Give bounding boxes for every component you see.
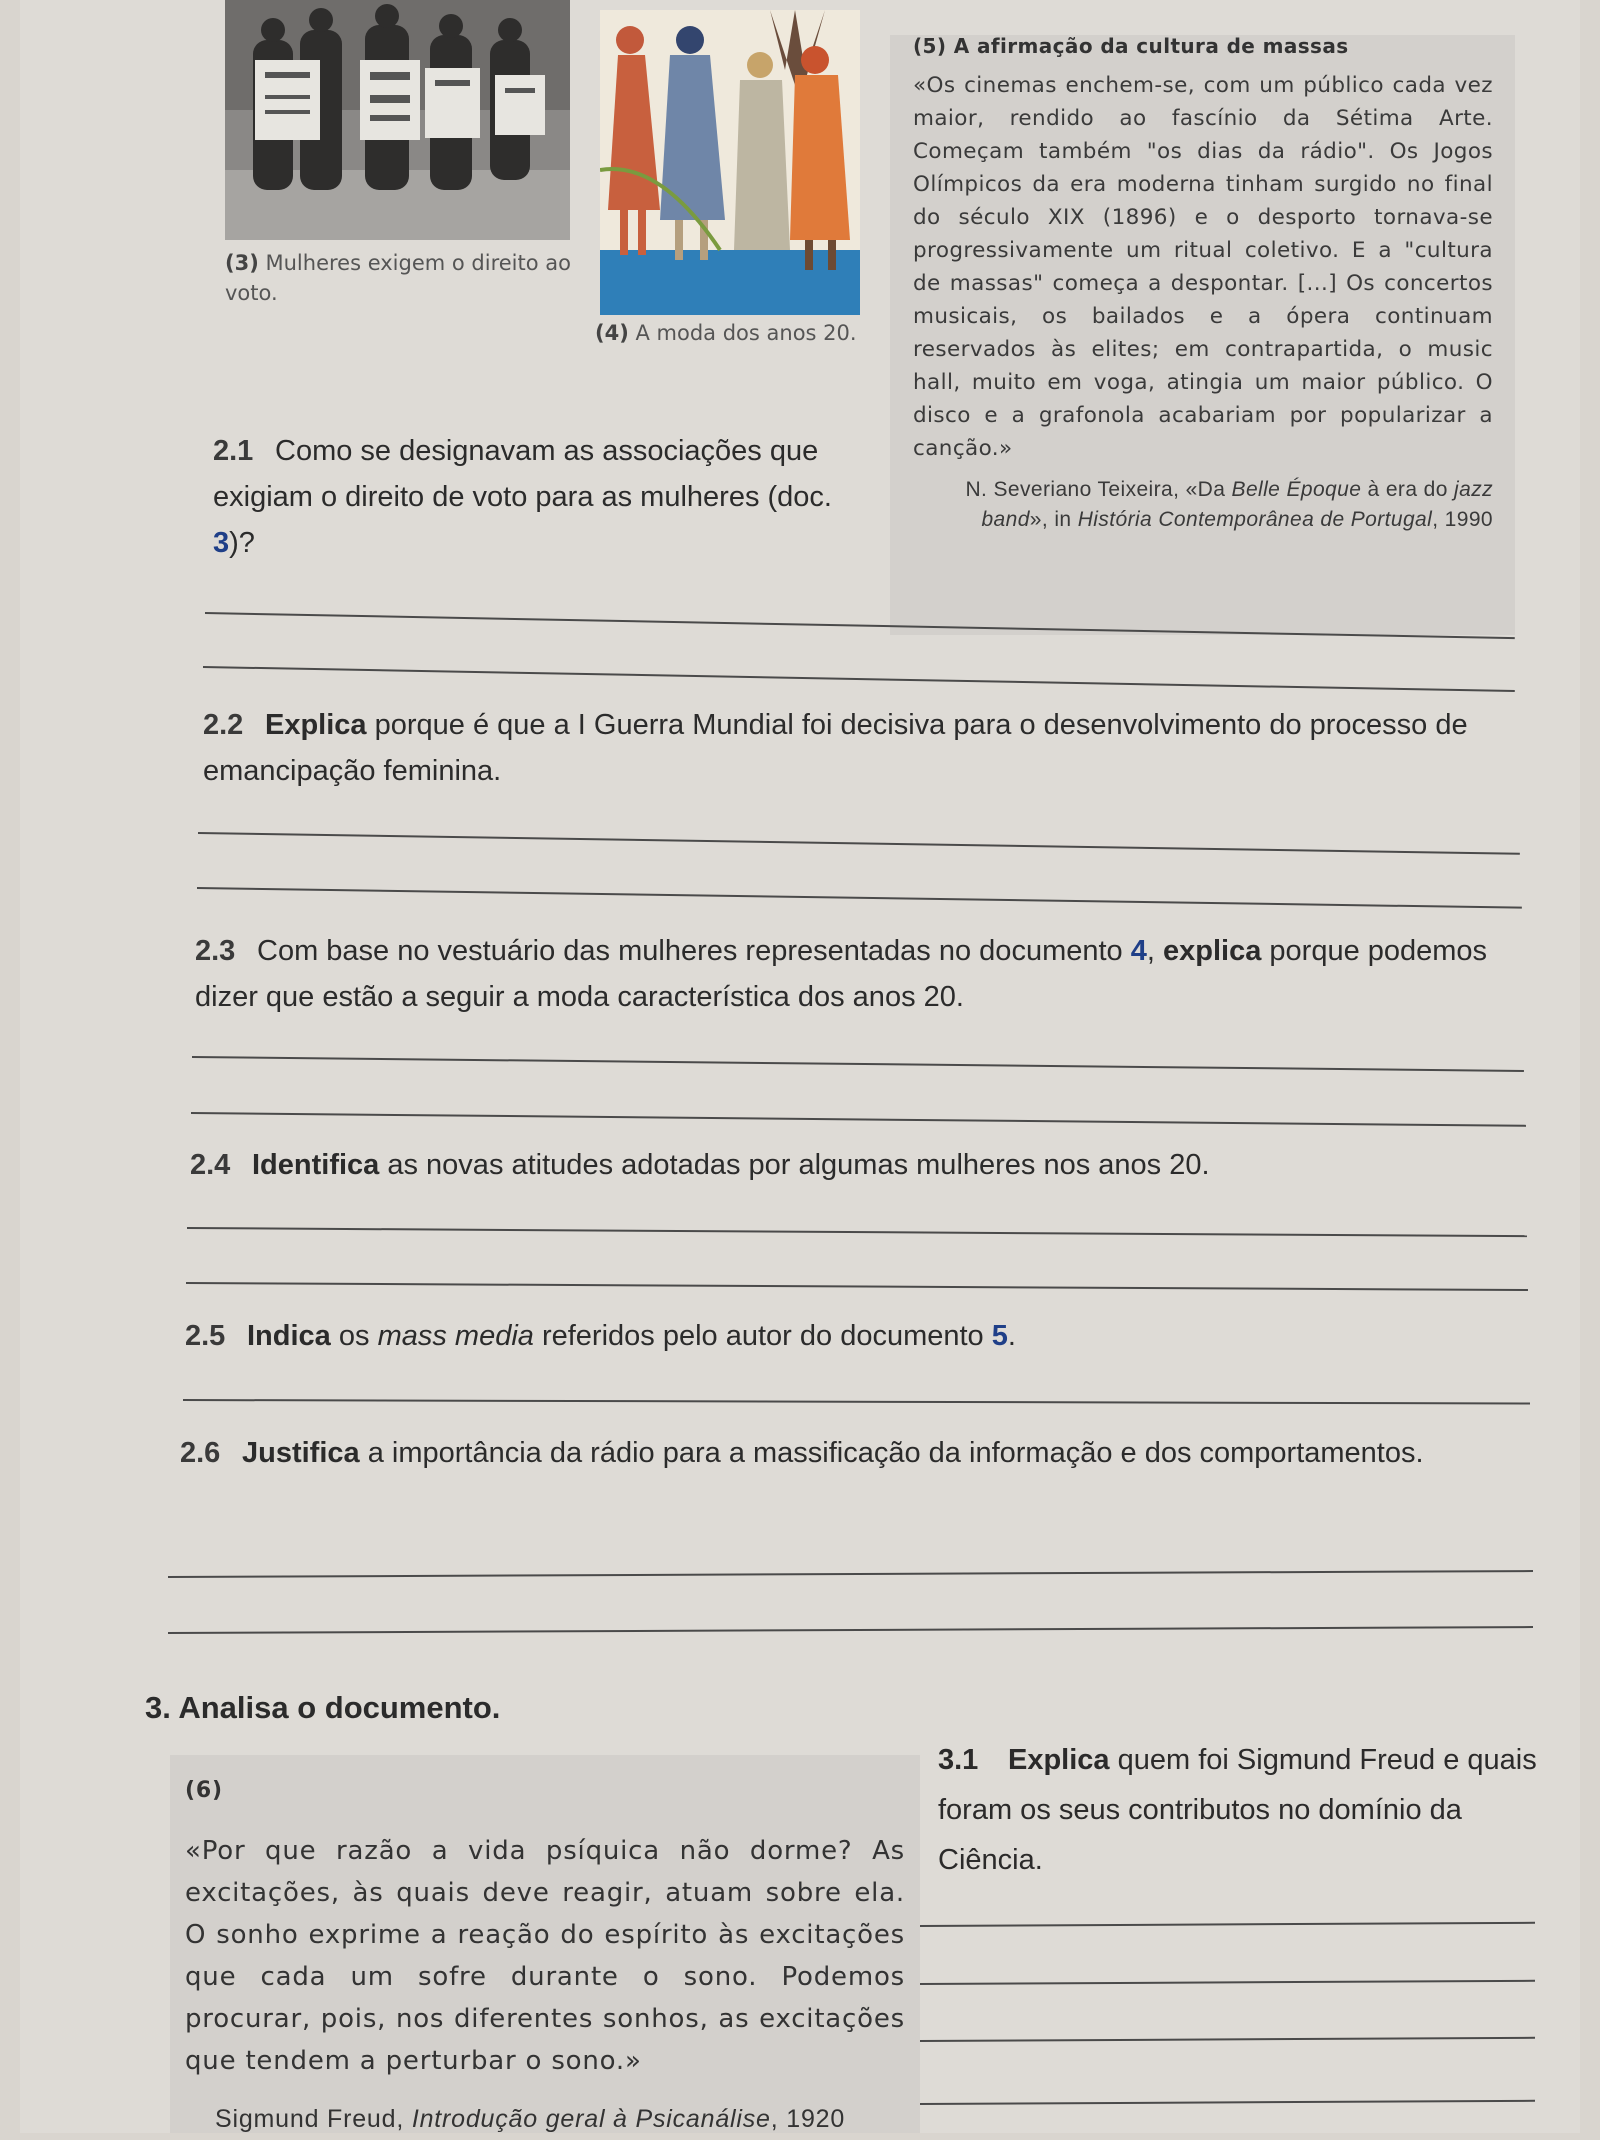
answer-line[interactable]: [186, 1282, 1528, 1291]
answer-line[interactable]: [920, 1980, 1535, 1985]
answer-line[interactable]: [168, 1626, 1533, 1634]
answer-line[interactable]: [183, 1399, 1530, 1405]
doc6-body: «Por que razão a vida psíquica não dorme? As excitações, às quais deve reagir, atuam sobre ela. O sonho exprime a reação do espírito às excitações que cada um sofre durante o sono. Podemos procurar, pois, nos diferentes sonhos, as excitações que tendem a perturbar o sono.»: [185, 1836, 905, 2076]
question-2-4: 2.4 Identifica as novas atitudes adotadas por algumas mulheres nos anos 20.: [190, 1149, 1210, 1181]
answer-line[interactable]: [192, 1056, 1524, 1072]
question-2-5: 2.5 Indica os mass media referidos pelo autor do documento 5.: [185, 1320, 1016, 1352]
doc5-title: (5) A afirmação da cultura de massas: [913, 34, 1349, 58]
answer-line[interactable]: [197, 887, 1522, 909]
suffragettes-photo: [225, 0, 570, 240]
doc6-text-block: [185, 1770, 905, 2140]
doc5-body: «Os cinemas enchem-se, com um público cada vez maior, rendido ao fascínio da Sétima Arte. Começam também "os dias da rádio". Os Jogos Olímpicos da era moderna tinham surgido no final do século XIX (1896) e o desporto tornava-se progressivamente um ritual coletivo. E a "cultura de massas" começa a despontar. [...] Os concertos musicais, os bailados e a ópera continuam reservados às elites; em contrapartida, o music hall, muito em voga, atingia um maior público. O disco e a grafonola acabariam por popularizar a canção.»: [913, 73, 1493, 461]
answer-line[interactable]: [920, 2100, 1535, 2105]
answer-line[interactable]: [920, 2037, 1535, 2042]
fashion-illustration: [600, 10, 860, 315]
question-2-1: 2.1 Como se designavam as associações que exigiam o direito de voto para as mulheres (doc. 3)?: [213, 435, 832, 559]
doc5-source: N. Severiano Teixeira, «Da Belle Époque à era do jazz band», in História Contemporânea de Portugal, 1990: [965, 478, 1493, 531]
question-2-3: 2.3 Com base no vestuário das mulheres representadas no documento 4, explica porque podemos dizer que estão a seguir a moda característica dos anos 20.: [195, 935, 1488, 1013]
question-3-1: 3.1 Explica quem foi Sigmund Freud e quais foram os seus contributos no domínio da Ciência.: [938, 1744, 1537, 1876]
question-2-6: 2.6 Justifica a importância da rádio para a massificação da informação e dos comportamentos.: [180, 1437, 1424, 1469]
answer-line[interactable]: [203, 666, 1515, 692]
answer-line[interactable]: [920, 1922, 1535, 1927]
workbook-page: [20, 0, 1580, 2133]
answer-line[interactable]: [168, 1570, 1533, 1578]
doc6-label: (6): [185, 1778, 223, 1803]
doc4-caption: (4) A moda dos anos 20.: [595, 321, 857, 345]
question-2-2: 2.2 Explica porque é que a I Guerra Mundial foi decisiva para o desenvolvimento do processo de emancipação feminina.: [203, 709, 1468, 787]
doc3-caption: (3) Mulheres exigem o direito ao voto.: [225, 251, 571, 305]
doc5-text-block: [913, 30, 1493, 535]
answer-line[interactable]: [187, 1227, 1527, 1237]
answer-line[interactable]: [198, 832, 1520, 855]
answer-line[interactable]: [191, 1112, 1526, 1127]
doc6-source: Sigmund Freud, Introdução geral à Psicanálise, 1920: [215, 2105, 846, 2133]
section-3-heading: 3. Analisa o documento.: [145, 1690, 501, 1725]
